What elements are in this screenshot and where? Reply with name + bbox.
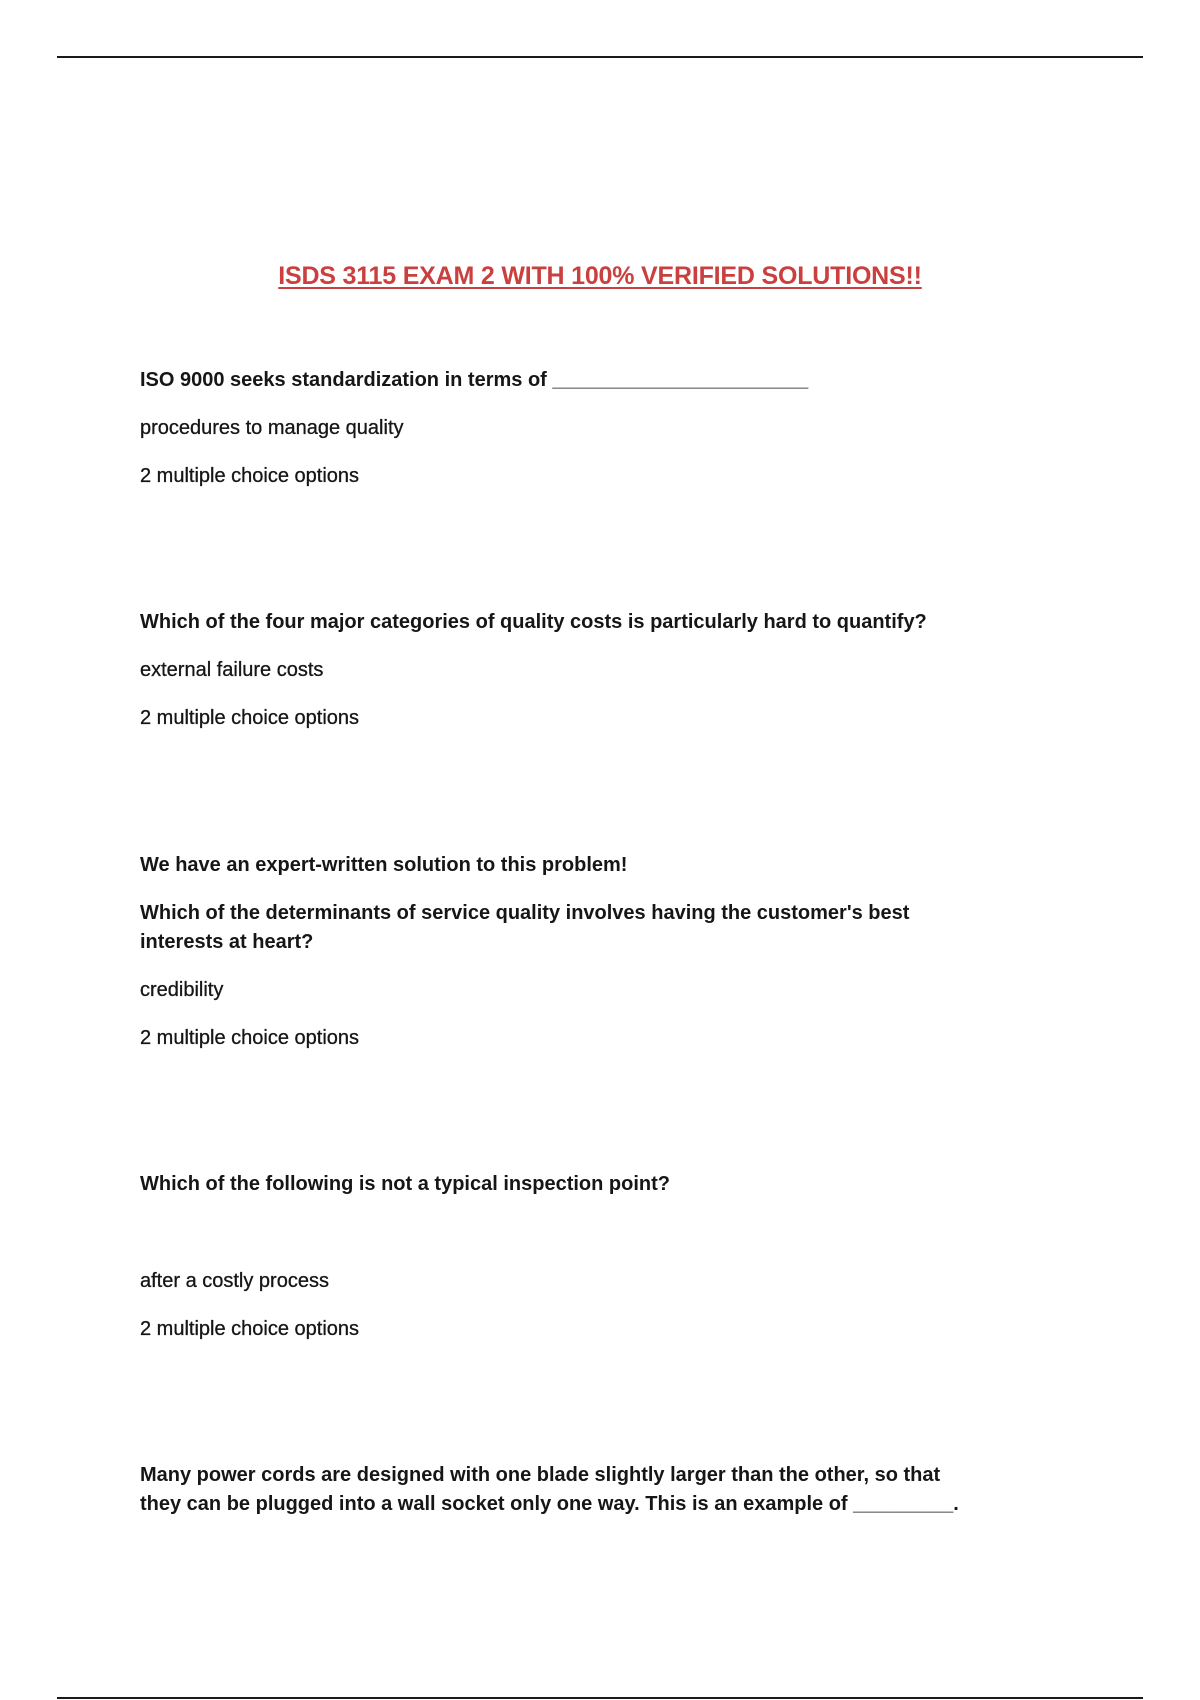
answer-1: procedures to manage quality	[140, 417, 404, 439]
answer-2: external failure costs	[140, 659, 324, 681]
question-4: Which of the following is not a typical inspection point?	[140, 1173, 670, 1195]
solution-intro: We have an expert-written solution to this problem!	[140, 854, 628, 876]
document-title	[0, 262, 1200, 291]
question-3-line-2: interests at heart?	[140, 931, 314, 953]
question-1: ISO 9000 seeks standardization in terms of _______________________	[140, 369, 809, 391]
options-note-3: 2 multiple choice options	[140, 1027, 360, 1049]
question-2: Which of the four major categories of quality costs is particularly hard to quantify?	[140, 611, 927, 633]
question-3-line-1: Which of the determinants of service quality involves having the customer's best	[140, 902, 910, 924]
options-note-1: 2 multiple choice options	[140, 465, 360, 487]
document-title-text: ISDS 3115 EXAM 2 WITH 100% VERIFIED SOLUTIONS!!	[278, 262, 922, 290]
footer-rule	[57, 1697, 1143, 1699]
answer-4: after a costly process	[140, 1270, 329, 1292]
options-note-4: 2 multiple choice options	[140, 1318, 360, 1340]
question-5-line-2: they can be plugged into a wall socket only one way. This is an example of _________.	[140, 1493, 959, 1515]
question-5-line-1: Many power cords are designed with one blade slightly larger than the other, so that	[140, 1464, 941, 1486]
header-rule	[57, 56, 1143, 58]
answer-3: credibility	[140, 979, 224, 1001]
options-note-2: 2 multiple choice options	[140, 707, 360, 729]
